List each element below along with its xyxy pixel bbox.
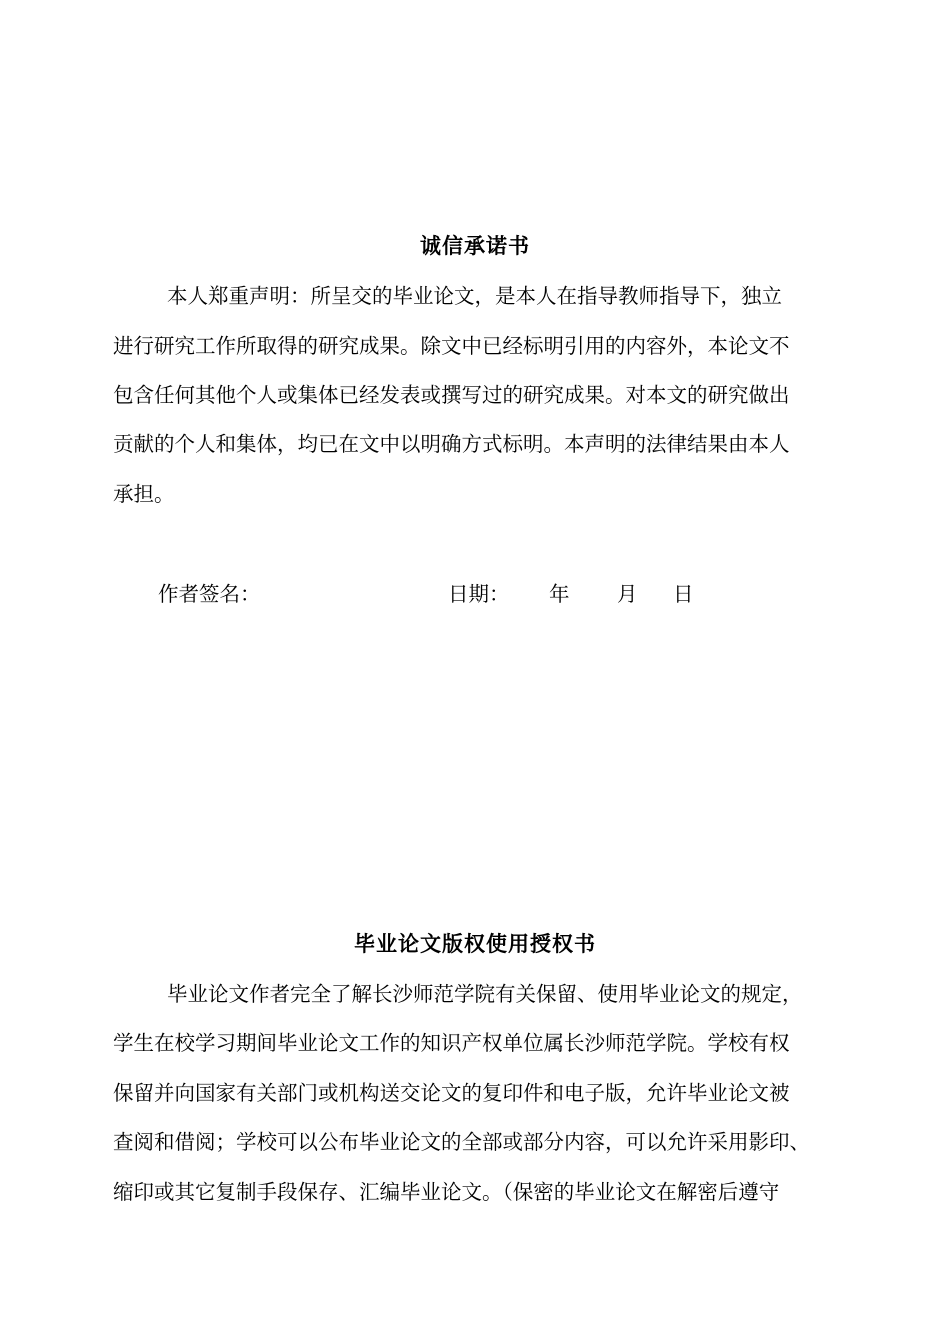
date-year-label: 年 [549, 582, 570, 606]
date-label: 日期： [448, 582, 510, 606]
copyright-authorization-title: 毕业论文版权使用授权书 [354, 931, 596, 956]
pledge-paragraph-line: 贡献的个人和集体，均已在文中以明确方式标明。本声明的法律结果由本人 [113, 432, 790, 456]
integrity-pledge-title: 诚信承诺书 [420, 233, 530, 258]
authorization-paragraph-line: 缩印或其它复制手段保存、汇编毕业论文。（保密的毕业论文在解密后遵守 [113, 1180, 780, 1204]
authorization-paragraph-line: 保留并向国家有关部门或机构送交论文的复印件和电子版，允许毕业论文被 [113, 1081, 790, 1105]
pledge-paragraph-line: 承担。 [113, 482, 175, 506]
date-day-label: 日 [673, 582, 694, 606]
pledge-paragraph-line: 进行研究工作所取得的研究成果。除文中已经标明引用的内容外，本论文不 [113, 334, 790, 358]
date-month-label: 月 [617, 582, 638, 606]
authorization-paragraph-line: 查阅和借阅；学校可以公布毕业论文的全部或部分内容，可以允许采用影印、 [113, 1130, 810, 1154]
pledge-paragraph-line: 包含任何其他个人或集体已经发表或撰写过的研究成果。对本文的研究做出 [113, 383, 790, 407]
pledge-paragraph-line: 本人郑重声明：所呈交的毕业论文，是本人在指导教师指导下，独立 [167, 284, 782, 308]
authorization-paragraph-line: 学生在校学习期间毕业论文工作的知识产权单位属长沙师范学院。学校有权 [113, 1031, 790, 1055]
authorization-paragraph-line: 毕业论文作者完全了解长沙师范学院有关保留、使用毕业论文的规定， [167, 982, 803, 1006]
author-signature-label: 作者签名： [158, 582, 261, 606]
